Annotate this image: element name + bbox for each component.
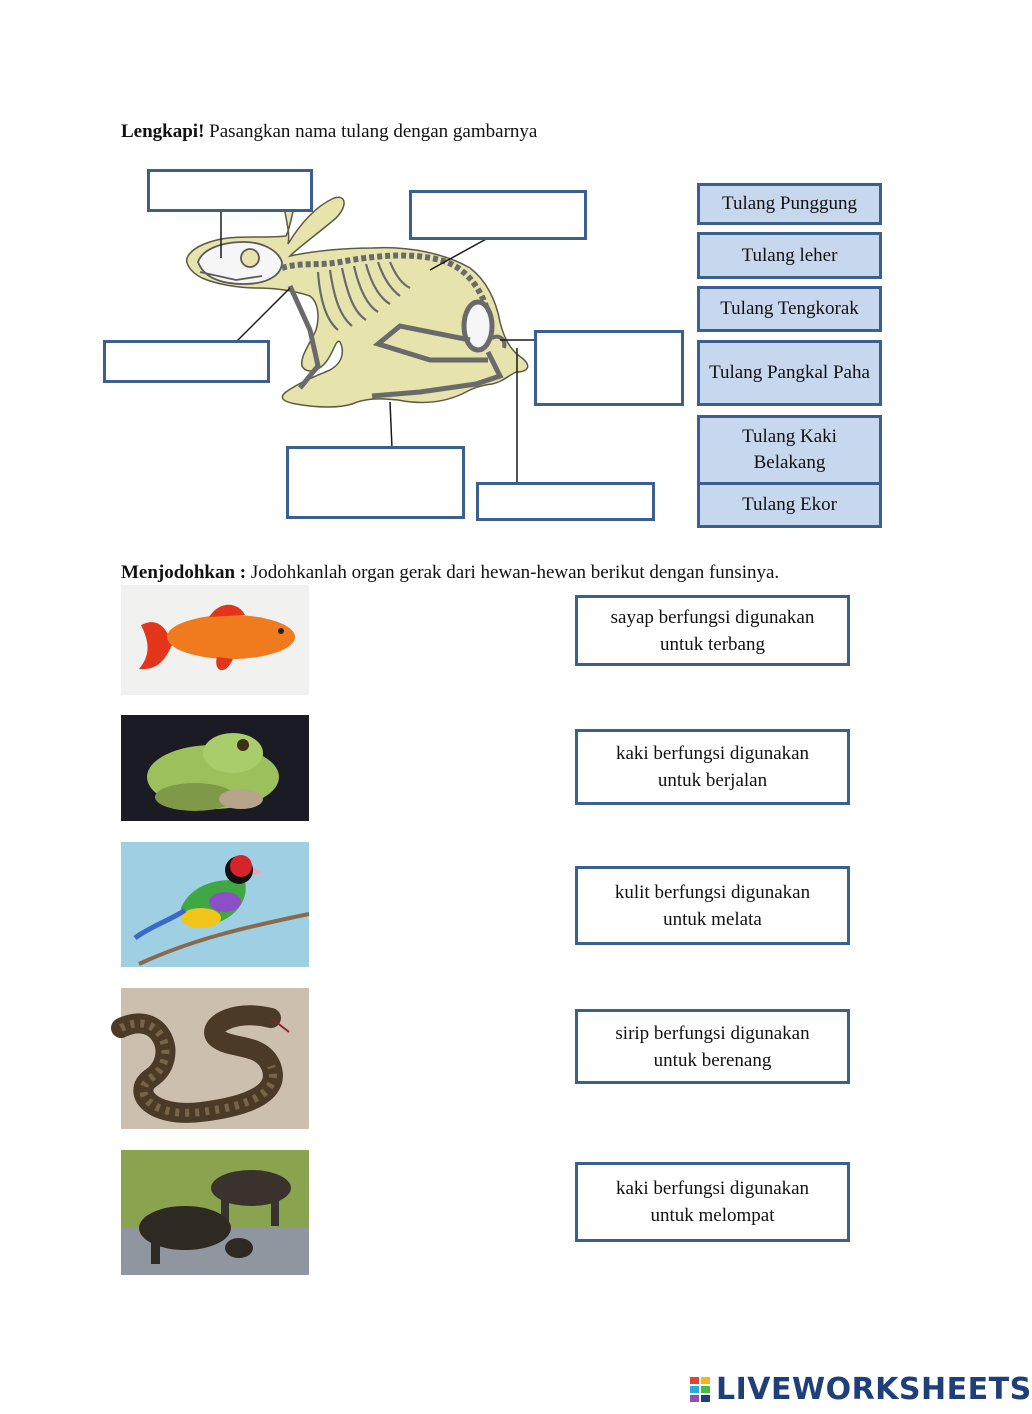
option-tulang-pangkal-paha[interactable]: Tulang Pangkal Paha (697, 340, 882, 406)
skull (198, 242, 282, 284)
drop-box-spine[interactable] (409, 190, 587, 240)
section1-title-bold: Lengkapi! (121, 121, 205, 142)
function-box-melata[interactable]: kulit berfungsi digunakan untuk melata (575, 866, 850, 945)
option-tulang-leher[interactable]: Tulang leher (697, 232, 882, 279)
gouldian-finch-photo (121, 842, 309, 967)
drop-box-pelvis[interactable] (534, 330, 684, 406)
function-box-berjalan[interactable]: kaki berfungsi digunakan untuk berjalan (575, 729, 850, 805)
goldfish-photo (121, 585, 309, 695)
section2-instruction (121, 562, 779, 584)
option-tulang-tengkorak[interactable]: Tulang Tengkorak (697, 286, 882, 332)
drop-box-neck[interactable] (103, 340, 270, 383)
drop-box-hind-leg[interactable] (286, 446, 465, 519)
function-box-terbang[interactable]: sayap berfungsi digunakan untuk terbang (575, 595, 850, 666)
option-tulang-ekor[interactable]: Tulang Ekor (697, 482, 882, 528)
section2-title-bold: Menjodohkan : (121, 562, 247, 583)
frog-photo (121, 715, 309, 821)
liveworksheets-logo (690, 1372, 1032, 1407)
function-box-melompat[interactable]: kaki berfungsi digunakan untuk melompat (575, 1162, 850, 1242)
section1-title-text: Pasangkan nama tulang dengan gambarnya (204, 121, 538, 142)
water-buffalo-photo (121, 1150, 309, 1275)
drop-box-skull[interactable] (147, 169, 313, 212)
brand-name: LIVEWORKSHEETS (716, 1372, 1032, 1407)
option-tulang-punggung[interactable]: Tulang Punggung (697, 183, 882, 225)
liveworksheets-logo-icon (690, 1377, 712, 1403)
section2-title-text: Jodohkanlah organ gerak dari hewan-hewan berikut dengan funsinya. (246, 562, 780, 583)
option-tulang-kaki-belakang[interactable]: Tulang Kaki Belakang (697, 415, 882, 485)
drop-box-tail[interactable] (476, 482, 655, 521)
function-box-berenang[interactable]: sirip berfungsi digunakan untuk berenang (575, 1009, 850, 1084)
snake-photo (121, 988, 309, 1129)
